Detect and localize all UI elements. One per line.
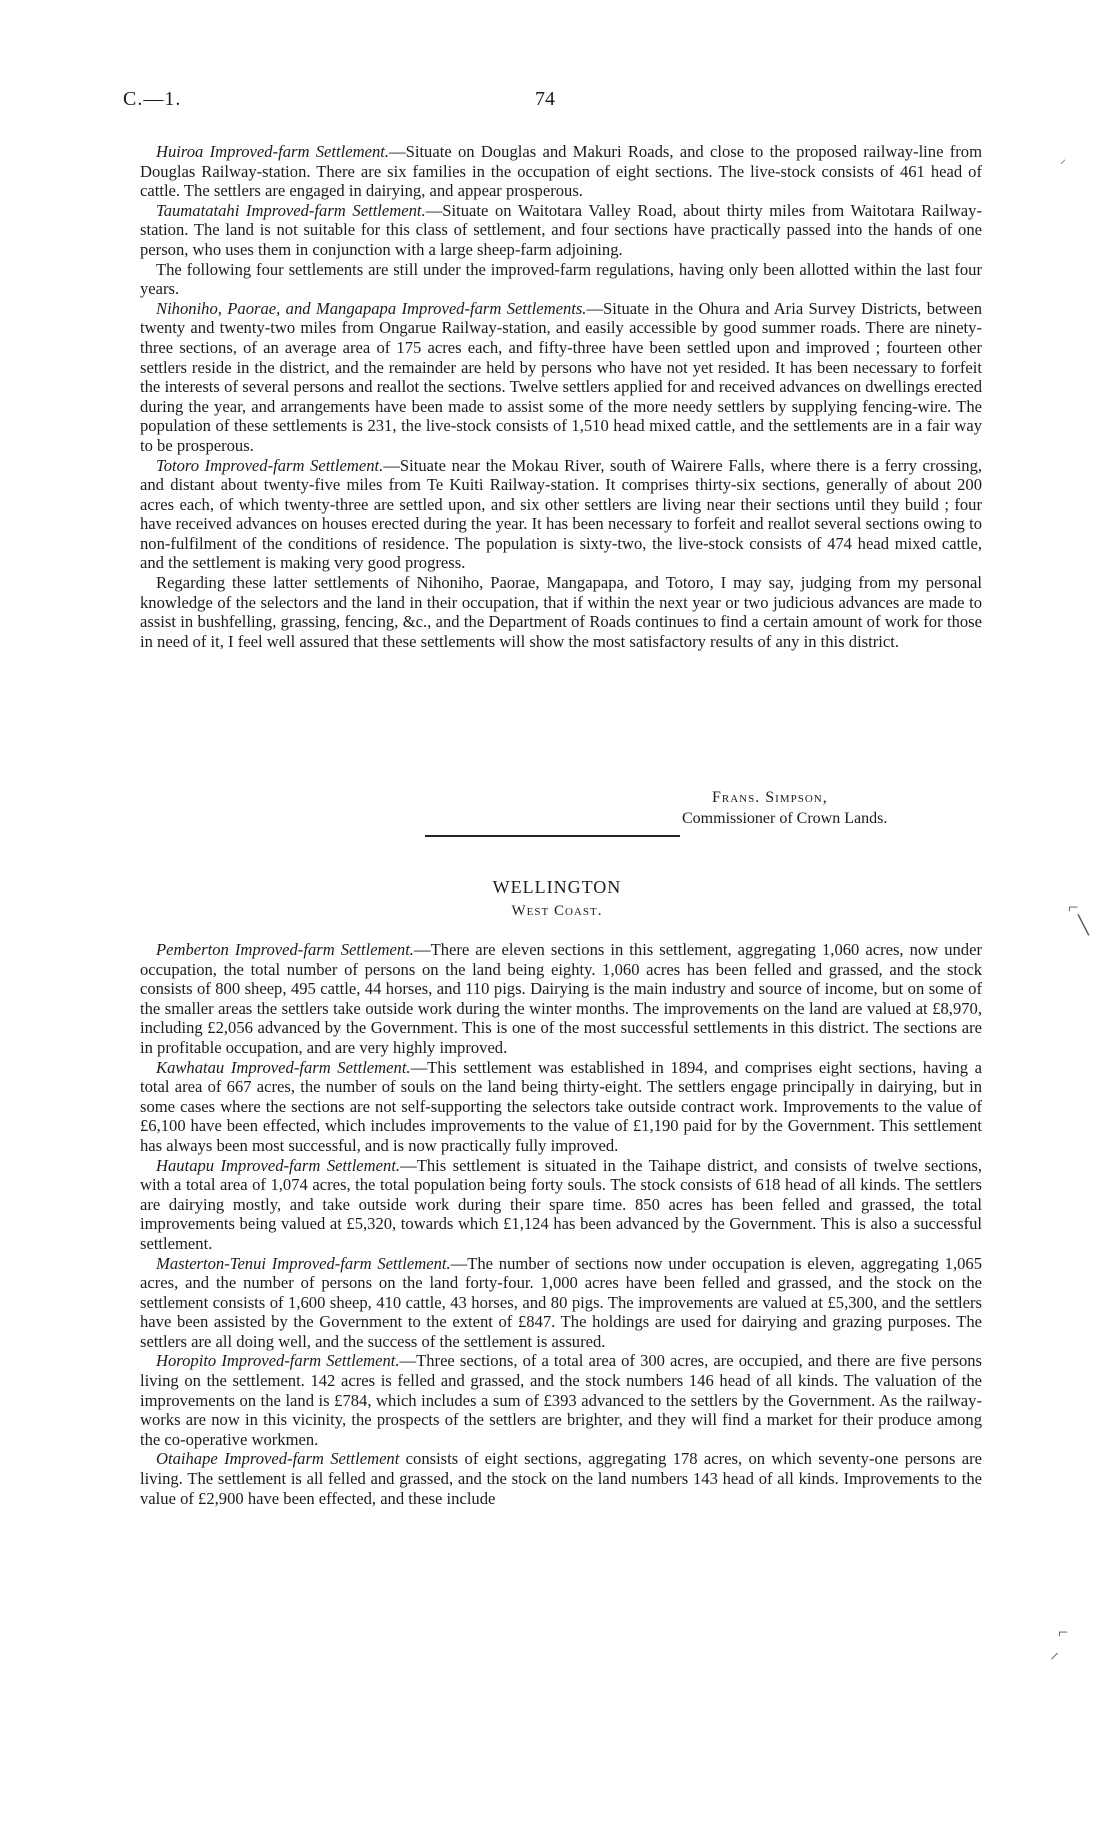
paragraph-totoro <box>140 456 982 574</box>
margin-mark: ⸝ <box>1060 152 1067 166</box>
settlement-title: Horopito Improved-farm Settlement. <box>156 1351 400 1371</box>
taranaki-section <box>140 142 982 651</box>
paragraph-text: —The number of sections now under occupation is eleven, aggregating 1,065 acres, and the number of persons on the land forty-four. 1,000 acres have been felled and grassed, and the stock on the settlement consists of 1,600 sheep, 410 cattle, 43 horses, and 80 pigs. The improvements are valued at £5,300, and the settlers have been assisted by the Government to the extent of £847. The holdings are used for dairying and grazing purposes. The settlers are all doing well, and the success of the settlement is assured. <box>140 1253 982 1351</box>
paragraph-pemberton <box>140 940 982 1058</box>
settlement-title: Huiroa Improved-farm Settlement. <box>156 142 390 161</box>
paragraph-taumatatahi <box>140 201 982 260</box>
margin-mark: ⌐ <box>1068 897 1079 917</box>
settlement-title: Otaihape Improved-farm Settlement <box>156 1449 400 1469</box>
paragraph-nihoniho <box>140 299 982 456</box>
paragraph-text: —Situate in the Ohura and Aria Survey Districts, between twenty and twenty-two miles from Ongarue Railway-station, and easily accessible by good summer roads. There are ninety-three sections, of an average area of 175 acres each, and fifty-three have been settled upon and improved ; fourteen other settlers reside in the district, and the remainder are held by persons who have not yet resided. It has been necessary to forfeit the interests of several persons and reallot the sections. Twelve settlers applied for and received advances on dwellings erected during the year, and arrangements have been made to assist some of the more needy settlers by supplying fencing-wire. The population of these settlements is 231, the live-stock consists of 1,510 head mixed cattle, and the settlements are in a fair way to be prosperous. <box>140 298 982 455</box>
settlement-title: Hautapu Improved-farm Settlement. <box>156 1155 401 1175</box>
settlement-title: Pemberton Improved-farm Settlement. <box>156 940 414 959</box>
signature-name: Frans. Simpson, <box>712 789 828 806</box>
section-title: WELLINGTON <box>492 877 622 897</box>
paragraph-text: —Three sections, of a total area of 300 acres, are occupied, and there are five persons living on the settlement. 142 acres is felled and grassed, and the stock numbers 146 head of all kinds. The valuation of the improvements on the land is £784, which includes a sum of £393 advanced to the settlers by the Government. As the railway-works are now in this vicinity, the prospects of the settlers are brighter, and they will find a market for their produce among the co-operative workmen. <box>140 1351 983 1449</box>
paragraph-text: —Situate on Waitotara Valley Road, about thirty miles from Waitotara Railway-station. The land is not suitable for this class of settlement, and four sections have practically passed into the hands of one person, who uses them in conjunction with a large sheep-farm adjoining. <box>140 200 982 259</box>
settlement-title: Nihoniho, Paorae, and Mangapapa Improved-farm Settlements. <box>156 298 587 318</box>
section-subtitle: West Coast. <box>511 903 603 919</box>
paragraph-text: Regarding these latter settlements of Nihoniho, Paorae, Mangapapa, and Totoro, I may say, judging from my personal knowledge of the selectors and the land in their occupation, that if within the next year or two judicious advances are made to assist in bushfelling, grassing, fencing, &c., and the Department of Roads continues to find a certain amount of work for those in need of it, I feel well assured that these settlements will show the most satisfactory results of any in this district. <box>140 573 982 651</box>
paragraph-horopito <box>140 1351 982 1449</box>
paragraph-regarding <box>140 573 982 651</box>
margin-mark: ⌐ <box>1058 1622 1069 1642</box>
page-number: 74 <box>535 88 555 110</box>
signature-role: Commissioner of Crown Lands. <box>682 810 888 827</box>
settlement-title: Taumatatahi Improved-farm Settlement. <box>156 200 426 220</box>
paragraph-text: The following four settlements are still under the improved-farm regulations, having only been allotted within the last four years. <box>140 259 982 299</box>
paragraph-huiroa <box>140 142 982 201</box>
margin-mark: ⸝ <box>1050 1642 1059 1662</box>
paragraph-kawhatau <box>140 1058 982 1156</box>
paragraph-text: —This settlement is situated in the Taihape district, and consists of twelve sections, with a total area of 1,074 acres, the total population being forty souls. The stock consists of 618 head of all kinds. The settlers are dairying mostly, and take outside work during their spare time. 850 acres has been felled and grassed, the total improvements being valued at £5,320, towards which £1,124 has been advanced by the Government. This is also a successful settlement. <box>140 1155 983 1253</box>
paragraph-otaihape <box>140 1449 982 1508</box>
paragraph-text: —Situate near the Mokau River, south of Wairere Falls, where there is a ferry crossing, and distant about twenty-five miles from Te Kuiti Railway-station. It comprises thirty-six sections, generally of about 200 acres each, of which twenty-three are settled upon, and six other settlers are living near their sections until they build ; four have received advances on houses erected during the year. It has been necessary to forfeit and reallot several sections owing to non-fulfilment of the conditions of residence. The population is sixty-two, the live-stock consists of 474 head mixed cattle, and the settlement is making very good progress. <box>140 455 983 573</box>
settlement-title: Kawhatau Improved-farm Settlement. <box>156 1057 411 1077</box>
paragraph-intro-four-settlements <box>140 260 982 299</box>
paragraph-text: —There are eleven sections in this settlement, aggregating 1,060 acres, now under occupation, the total number of persons on the land being eighty. 1,060 acres has been felled and grassed, and the stock consists of 800 sheep, 495 cattle, 44 horses, and 110 pigs. Dairying is the main industry and source of income, but on some of the smaller areas the settlers take outside work during the winter months. The improvements on the land are valued at £8,970, including £2,056 advanced by the Government. This is one of the most successful settlements in this district. The sections are in profitable occupation, and are very highly improved. <box>140 940 982 1057</box>
paragraph-text: —Situate on Douglas and Makuri Roads, and close to the proposed railway-line from Douglas Railway-station. There are six families in the occupation of eight sections. The live-stock consists of 461 head of cattle. The settlers are engaged in dairying, and appear prosperous. <box>140 142 982 201</box>
settlement-title: Masterton-Tenui Improved-farm Settlement. <box>156 1253 451 1273</box>
document-reference: C.—1. <box>123 88 182 110</box>
paragraph-masterton-tenui <box>140 1254 982 1352</box>
paragraph-text: —This settlement was established in 1894, and comprises eight sections, having a total area of 667 acres, the number of souls on the land being thirty-eight. The settlers engage principally in dairying, but in some cases where the sections are not self-supporting the selectors take outside contract work. Improvements to the value of £6,100 have been effected, which includes improvements to the value of £1,190 paid for by the Government. This settlement has always been most successful, and is now practically fully improved. <box>140 1057 982 1155</box>
settlement-title: Totoro Improved-farm Settlement. <box>156 455 384 475</box>
paragraph-hautapu <box>140 1156 982 1254</box>
wellington-section <box>140 940 982 1508</box>
section-divider <box>425 835 680 837</box>
paragraph-text: consists of eight sections, aggregating 178 acres, on which seventy-one persons are living. The settlement is all felled and grassed, and the stock on the land numbers 143 head of all kinds. Improvements to the value of £2,900 have been effected, and these include <box>140 1449 982 1508</box>
margin-mark: ╲ <box>1078 915 1089 935</box>
